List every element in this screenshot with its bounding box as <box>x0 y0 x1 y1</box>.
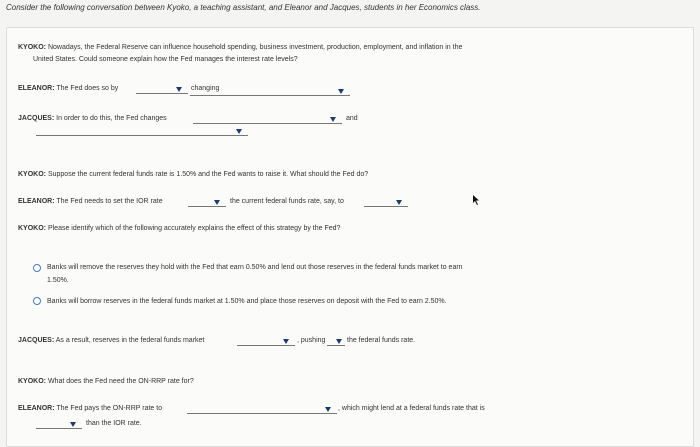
chevron-down-icon <box>176 87 182 92</box>
dropdown-what-changing[interactable] <box>190 87 350 96</box>
eleanor-text-2b: the current federal funds rate, say, to <box>230 198 344 205</box>
kyoko-question-line2: United States. Could someone explain how the Fed manages the interest rate levels? <box>33 56 298 63</box>
jacques-text-2: As a result, reserves in the federal funds market <box>55 337 205 344</box>
option-1-line2: 1.50%. <box>47 277 69 284</box>
eleanor-text-2: The Fed needs to set the IOR rate <box>56 198 163 205</box>
option-2-line1: Banks will borrow reserves in the federal funds market at 1.50% and place those reserves on deposit with the Fed to earn 2.50%. <box>47 298 447 305</box>
jacques-line-1 <box>18 115 167 122</box>
dropdown-fed-changes-2[interactable] <box>36 127 248 136</box>
jacques-text-and: and <box>346 115 358 122</box>
chevron-down-icon <box>283 339 289 344</box>
speaker-jacques: JACQUES: <box>18 337 55 344</box>
eleanor-line-2 <box>18 198 163 205</box>
kyoko-text-1: Nowadays, the Federal Reserve can influence household spending, business investment, production, employment, and inflation in the <box>47 44 463 51</box>
speaker-kyoko: KYOKO: <box>18 44 46 51</box>
jacques-line-2 <box>18 337 204 344</box>
dropdown-push-direction[interactable] <box>327 337 345 346</box>
radio-option-2[interactable] <box>33 297 41 305</box>
dropdown-rate-comparison[interactable] <box>36 420 82 429</box>
chevron-down-icon <box>330 117 336 122</box>
chevron-down-icon <box>336 339 342 344</box>
chevron-down-icon <box>236 129 242 134</box>
dropdown-ior-rate-relation[interactable] <box>188 198 226 207</box>
speaker-kyoko: KYOKO: <box>18 171 46 178</box>
mouse-pointer-icon <box>472 195 480 205</box>
radio-option-1[interactable] <box>33 264 41 272</box>
eleanor-text-3b: , which might lend at a federal funds rate that is <box>338 405 485 412</box>
kyoko-line-2 <box>18 171 368 178</box>
speaker-eleanor: ELEANOR: <box>18 85 55 92</box>
speaker-kyoko: KYOKO: <box>18 225 46 232</box>
kyoko-line-3 <box>18 225 340 232</box>
dropdown-reserves-change[interactable] <box>237 337 295 346</box>
kyoko-text-4: What does the Fed need the ON-RRP rate for? <box>47 378 194 385</box>
kyoko-line-4 <box>18 378 194 385</box>
dropdown-ior-rate-value[interactable] <box>364 198 408 207</box>
option-1-line1: Banks will remove the reserves they hold with the Fed that earn 0.50% and lend out those reserves in the federal funds market to earn <box>47 264 463 271</box>
dropdown-on-rrp-recipient[interactable] <box>187 405 337 414</box>
jacques-text-pushing: , pushing <box>297 337 326 344</box>
speaker-kyoko: KYOKO: <box>18 378 46 385</box>
jacques-text-2b: the federal funds rate. <box>347 337 416 344</box>
speaker-eleanor: ELEANOR: <box>18 198 55 205</box>
chevron-down-icon <box>70 422 76 427</box>
jacques-text-1: In order to do this, the Fed changes <box>56 115 167 122</box>
dropdown-fed-changes-1[interactable] <box>193 115 342 124</box>
dropdown-fed-action[interactable] <box>136 85 188 94</box>
intro-text: Consider the following conversation between Kyoko, a teaching assistant, and Eleanor and Jacques, students in her Economics class. <box>6 3 481 12</box>
speaker-eleanor: ELEANOR: <box>18 405 55 412</box>
kyoko-question-line1 <box>18 44 462 51</box>
chevron-down-icon <box>396 200 402 205</box>
chevron-down-icon <box>214 200 220 205</box>
speaker-jacques: JACQUES: <box>18 115 55 122</box>
chevron-down-icon <box>325 407 331 412</box>
kyoko-text-3: Please identify which of the following accurately explains the effect of this strategy by the Fed? <box>47 225 341 232</box>
chevron-down-icon <box>338 89 344 94</box>
eleanor-line-3 <box>18 405 162 412</box>
eleanor-text-3: The Fed pays the ON-RRP rate to <box>56 405 163 412</box>
eleanor-text-1: The Fed does so by <box>56 85 119 92</box>
eleanor-text-3c: than the IOR rate. <box>86 420 142 427</box>
kyoko-text-2: Suppose the current federal funds rate is 1.50% and the Fed wants to raise it. What should the Fed do? <box>47 171 369 178</box>
eleanor-text-changing: changing <box>191 85 220 92</box>
eleanor-line-1 <box>18 85 118 92</box>
